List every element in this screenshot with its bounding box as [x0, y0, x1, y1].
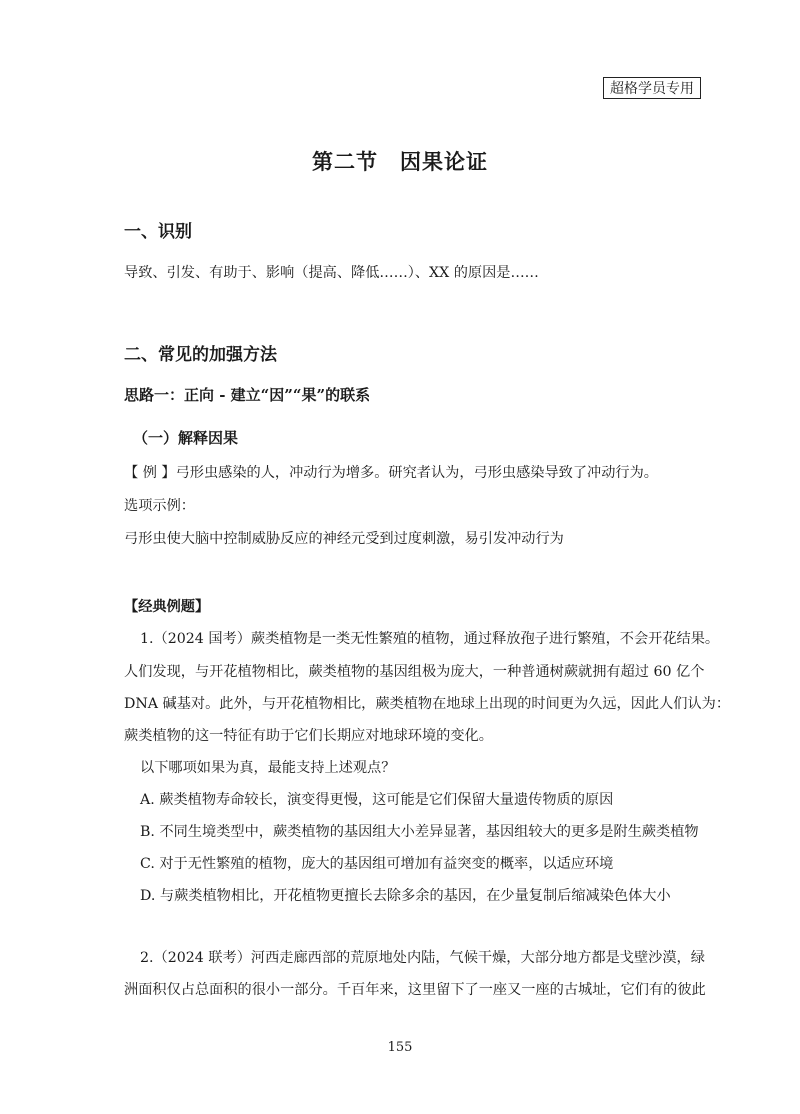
section-heading-identify: 一、识别	[124, 222, 192, 242]
student-only-badge: 超格学员专用	[603, 77, 701, 99]
idea-one-heading: 思路一：正向 - 建立“因”“果”的联系	[124, 386, 371, 404]
section-heading-strengthen: 二、常见的加强方法	[124, 345, 277, 365]
q2-line: 洲面积仅占总面积的很小一部分。千百年来，这里留下了一座又一座的古城址，它们有的彼此	[124, 982, 706, 998]
page-title: 第二节 因果论证	[312, 149, 488, 174]
subsection-explain-cause: （一）解释因果	[133, 429, 239, 447]
option-example-text: 弓形虫使大脑中控制威胁反应的神经元受到过度刺激，易引发冲动行为	[124, 531, 564, 547]
identify-text: 导致、引发、有助于、影响（提高、降低……）、XX 的原因是……	[124, 265, 539, 281]
option-example-label: 选项示例：	[124, 498, 195, 514]
q1-option-a: A. 蕨类植物寿命较长，演变得更慢，这可能是它们保留大量遗传物质的原因	[140, 792, 614, 808]
q1-line: 1.（2024 国考）蕨类植物是一类无性繁殖的植物，通过释放孢子进行繁殖，不会开花结果。	[140, 631, 720, 647]
q1-option-d: D. 与蕨类植物相比，开花植物更擅长去除多余的基因，在少量复制后缩减染色体大小	[140, 888, 671, 904]
classic-questions-heading: 【经典例题】	[124, 599, 210, 615]
example-text: 【 例 】弓形虫感染的人，冲动行为增多。研究者认为，弓形虫感染导致了冲动行为。	[124, 465, 658, 481]
page-number: 155	[387, 1040, 413, 1055]
q1-question: 以下哪项如果为真，最能支持上述观点？	[140, 760, 396, 776]
q1-option-c: C. 对于无性繁殖的植物，庞大的基因组可增加有益突变的概率，以适应环境	[140, 856, 614, 872]
q1-option-b: B. 不同生境类型中，蕨类植物的基因组大小差异显著，基因组较大的更多是附生蕨类植物	[140, 824, 699, 840]
q1-line: 蕨类植物的这一特征有助于它们长期应对地球环境的变化。	[124, 728, 493, 744]
q2-line: 2.（2024 联考）河西走廊西部的荒原地处内陆，气候干燥，大部分地方都是戈壁沙漠，绿	[140, 950, 705, 966]
q1-line: 人们发现，与开花植物相比，蕨类植物的基因组极为庞大，一种普通树蕨就拥有超过 60 亿个	[124, 664, 705, 680]
q1-line: DNA 碱基对。此外，与开花植物相比，蕨类植物在地球上出现的时间更为久远，因此人们认为：	[124, 696, 731, 712]
